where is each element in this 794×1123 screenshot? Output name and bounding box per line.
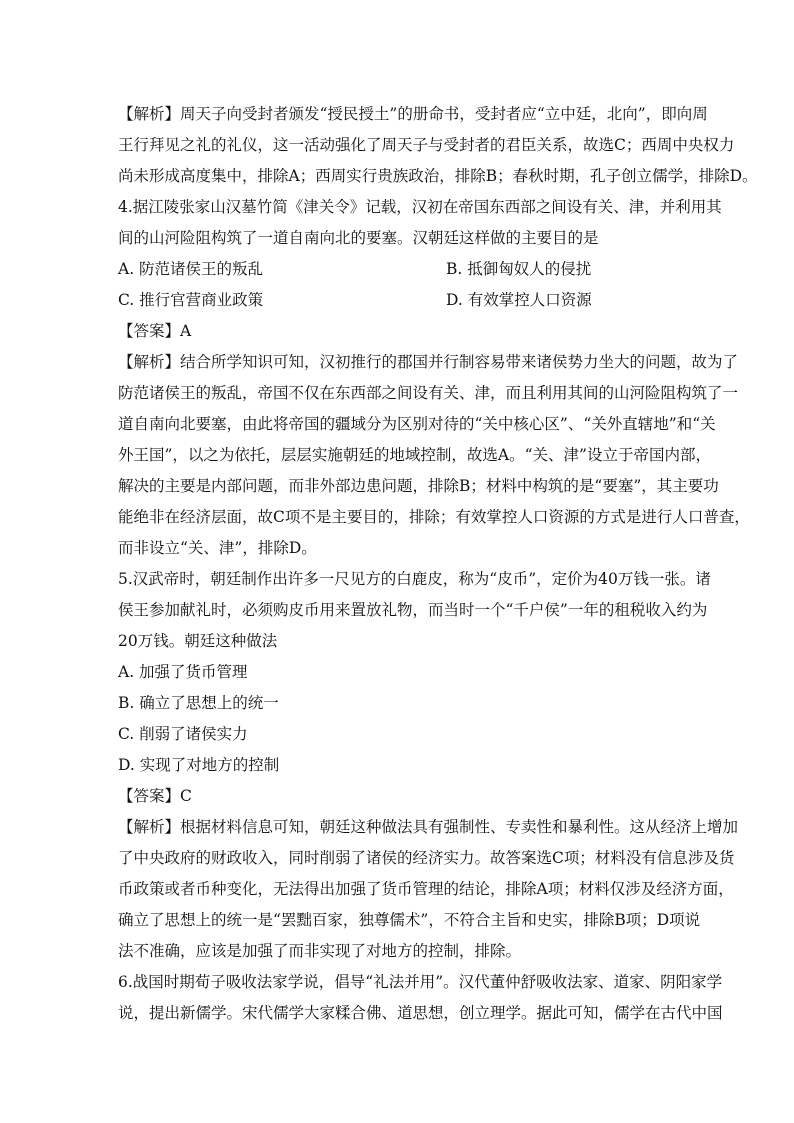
q5-answer: 【答案】C [118, 787, 192, 805]
q3-analysis-line-1: 【解析】周天子向受封者颁发“授民授土”的册命书，受封者应“立中廷，北向”，即向周 [118, 105, 708, 123]
q4-stem-line-2: 间的山河险阻构筑了一道自南向北的要塞。汉朝廷这样做的主要目的是 [118, 229, 599, 247]
q4-analysis-line-5: 解决的主要是内部问题，而非外部边患问题，排除B；材料中构筑的是“要塞”，其主要功 [118, 477, 719, 495]
q4-analysis-line-2: 防范诸侯王的叛乱，帝国不仅在东西部之间设有关、津，而且利用其间的山河险阻构筑了一 [118, 384, 739, 402]
q5-option-b: B. 确立了思想上的统一 [118, 694, 279, 712]
q5-analysis-line-2: 了中央政府的财政收入，同时削弱了诸侯的经济实力。故答案选C项；材料没有信息涉及货 [118, 849, 735, 867]
q5-option-d: D. 实现了对地方的控制 [118, 756, 280, 774]
q4-analysis-line-3: 道自南向北要塞，由此将帝国的疆域分为区别对待的“关中核心区”、“关外直辖地”和“关 [118, 415, 716, 433]
q5-stem-line-3: 20万钱。朝廷这种做法 [118, 632, 278, 650]
q5-stem-line-1: 5.汉武帝时，朝廷制作出许多一尺见方的白鹿皮，称为“皮币”，定价为40万钱一张。诸 [118, 570, 711, 588]
q5-analysis-line-3: 币政策或者币种变化，无法得出加强了货币管理的结论，排除A项；材料仅涉及经济方面， [118, 880, 734, 898]
q5-analysis-line-1: 【解析】根据材料信息可知，朝廷这种做法具有强制性、专卖性和暴利性。这从经济上增加 [118, 818, 739, 836]
q5-option-a: A. 加强了货币管理 [118, 663, 248, 681]
q5-stem-line-2: 侯王参加献礼时，必须购皮币用来置放礼物，而当时一个“千户侯”一年的租税收入约为 [118, 601, 708, 619]
q6-stem-line-2: 说，提出新儒学。宋代儒学大家糅合佛、道思想，创立理学。据此可知，儒学在古代中国 [118, 1004, 723, 1022]
q3-analysis-line-3: 尚未形成高度集中，排除A；西周实行贵族政治，排除B；春秋时期，孔子创立儒学，排除D。 [118, 167, 758, 185]
q4-analysis-line-6: 能绝非在经济层面，故C项不是主要目的，排除；有效掌控人口资源的方式是进行人口普查， [118, 508, 750, 526]
q4-option-c: C. 推行官营商业政策 [118, 291, 264, 309]
q3-analysis-line-2: 王行拜见之礼的礼仪，这一活动强化了周天子与受封者的君臣关系，故选C；西周中央权力 [118, 136, 735, 154]
q5-analysis-line-4: 确立了思想上的统一是“罢黜百家，独尊儒术”，不符合主旨和史实，排除B项；D项说 [118, 911, 701, 929]
q4-option-d: D. 有效掌控人口资源 [446, 291, 592, 309]
q4-stem-line-1: 4.据江陵张家山汉墓竹简《津关令》记载，汉初在帝国东西部之间设有关、津，并利用其 [118, 198, 722, 216]
q4-option-a: A. 防范诸侯王的叛乱 [118, 260, 264, 278]
q5-option-c: C. 削弱了诸侯实力 [118, 725, 248, 743]
q4-analysis-line-1: 【解析】结合所学知识可知，汉初推行的郡国并行制容易带来诸侯势力坐大的问题，故为了 [118, 353, 739, 371]
q5-analysis-line-5: 法不准确，应该是加强了而非实现了对地方的控制，排除。 [118, 942, 522, 960]
q4-option-b: B. 抵御匈奴人的侵扰 [446, 260, 592, 278]
q4-analysis-line-4: 外王国”，以之为依托，层层实施朝廷的地域控制，故选A。“关、津”设立于帝国内部， [118, 446, 711, 464]
q4-analysis-line-7: 而非设立“关、津”，排除D。 [118, 539, 317, 557]
q4-answer: 【答案】A [118, 322, 192, 340]
q6-stem-line-1: 6.战国时期荀子吸收法家学说，倡导“礼法并用”。汉代董仲舒吸收法家、道家、阴阳家学 [118, 973, 723, 991]
